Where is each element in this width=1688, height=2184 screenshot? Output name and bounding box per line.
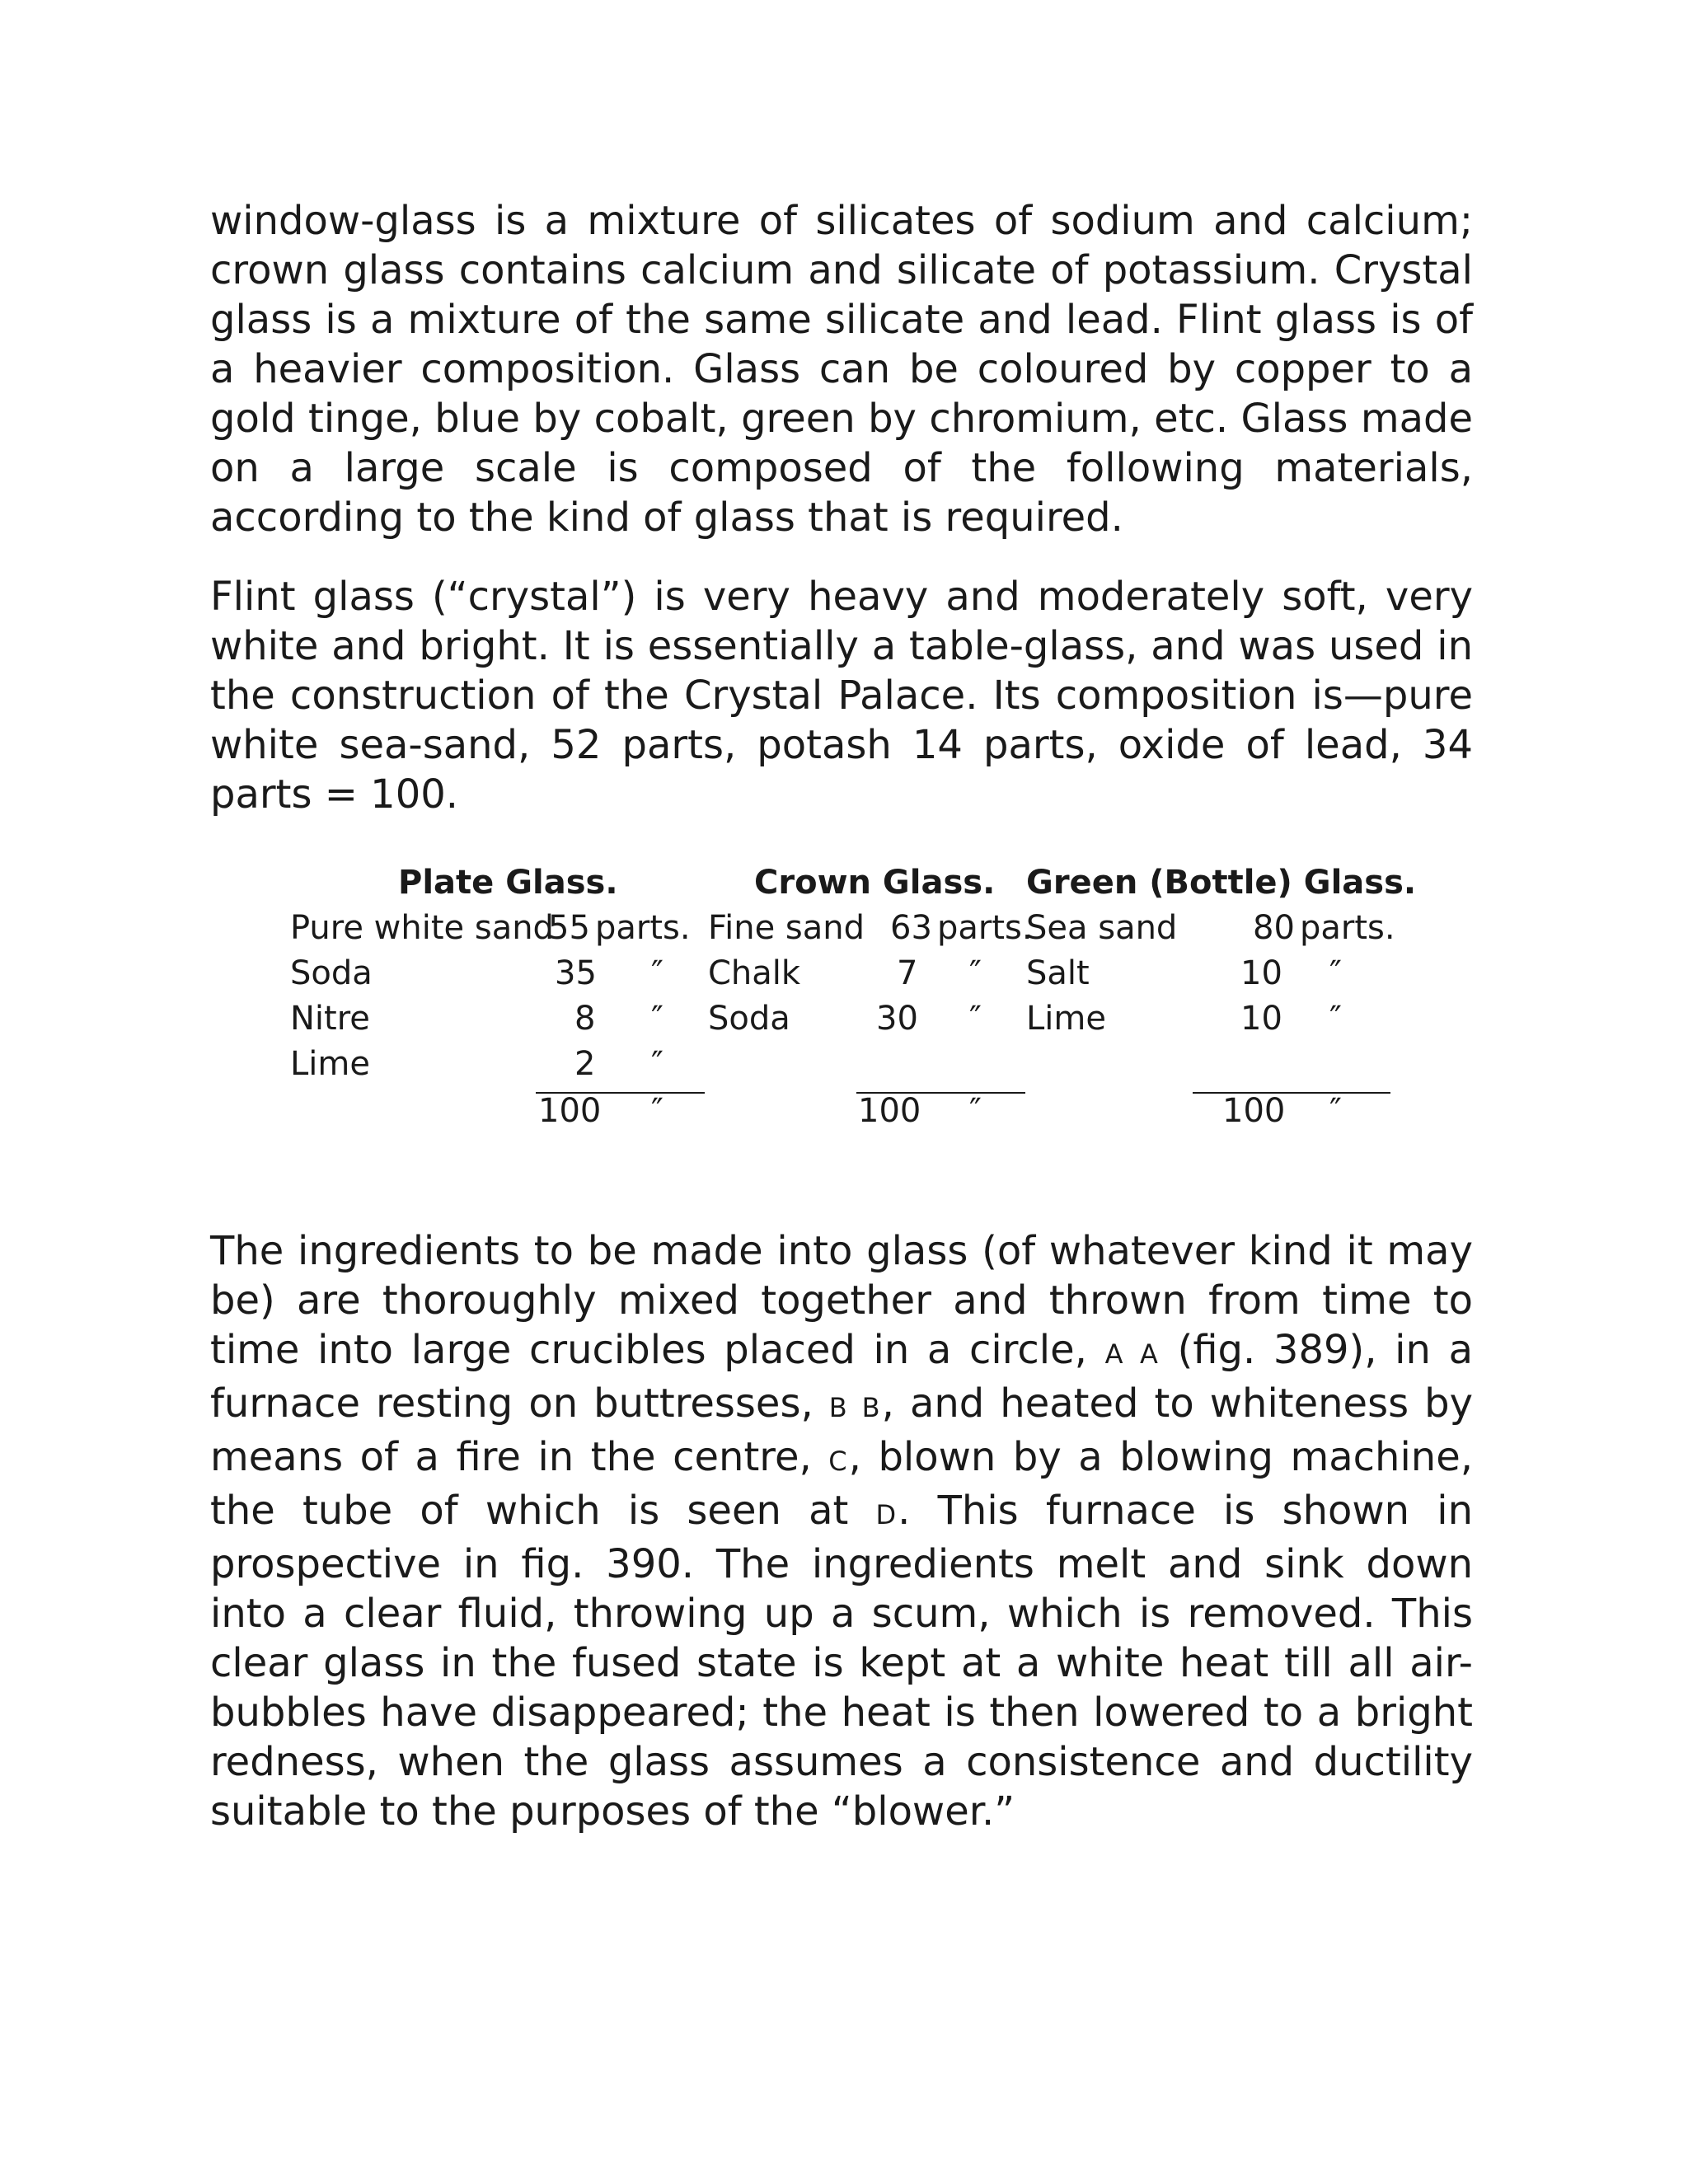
plate-row-1-name: Pure white sand (290, 909, 554, 947)
plate-row-4-name: Lime (290, 1045, 370, 1083)
centre-label: C (828, 1446, 849, 1477)
plate-row-3-name: Nitre (290, 1000, 370, 1038)
paragraph-flint-glass: Flint glass (“crystal”) is very heavy and moderately soft, very white and bright. It is essentially a table-glass, and was used in the construction of the Crystal Palace. Its composition is—pure white sea-sand, 52 parts, potash 14 parts, oxide of lead, 34 parts = 100. (210, 574, 1473, 818)
table-heading-green-bottle-glass: Green (Bottle) Glass. (1026, 864, 1417, 902)
crown-row-3-qty: 30 (876, 1000, 918, 1038)
table-heading-plate-glass: Plate Glass. (398, 864, 618, 902)
paragraph-glass-making-process (210, 1226, 1473, 1836)
green-row-3-name: Lime (1026, 1000, 1106, 1038)
buttresses-label: B B (828, 1392, 882, 1423)
plate-total-qty: 100 (538, 1092, 602, 1130)
plate-row-3-qty: 8 (574, 1000, 596, 1038)
plate-total-unit: ″ (651, 1092, 663, 1130)
plate-row-3-unit: ″ (651, 1000, 663, 1038)
process-text-3: , and heated to whiteness by means of a fire in the centre, (210, 1380, 1474, 1480)
process-text-2: (fig. 389), in a furnace resting on buttresses, (210, 1327, 1474, 1427)
table-heading-crown-glass: Crown Glass. (754, 864, 996, 902)
tube-label: D (875, 1499, 898, 1530)
plate-row-2-qty: 35 (555, 954, 597, 992)
green-total-qty: 100 (1222, 1092, 1286, 1130)
process-text-1: The ingredients to be made into glass (of whatever kind it may be) are thoroughly mixed together and thrown from time to time into large crucibles placed in a circle, (210, 1228, 1473, 1373)
crown-row-2-name: Chalk (708, 954, 801, 992)
crucibles-label: A A (1104, 1338, 1160, 1370)
crown-row-3-name: Soda (708, 1000, 790, 1038)
crown-row-3-unit: ″ (969, 1000, 982, 1038)
crown-row-1-qty: 63 (890, 909, 932, 947)
green-row-1-unit: parts. (1300, 909, 1395, 947)
plate-row-2-unit: ″ (651, 954, 663, 992)
green-row-1-name: Sea sand (1026, 909, 1178, 947)
crown-total-unit: ″ (969, 1092, 982, 1130)
document-page (210, 196, 1473, 1836)
plate-row-4-qty: 2 (574, 1045, 596, 1083)
green-row-2-name: Salt (1026, 954, 1090, 992)
crown-row-1-name: Fine sand (708, 909, 865, 947)
green-total-unit: ″ (1329, 1092, 1342, 1130)
green-row-1-qty: 80 (1253, 909, 1295, 947)
green-row-2-qty: 10 (1240, 954, 1282, 992)
paragraph-glass-composition: window-glass is a mixture of silicates of sodium and calcium; crown glass contains calcium and silicate of potassium. Crystal glass is a mixture of the same silicate and lead. Flint glass is of a heavier composition. Glass can be coloured by copper to a gold tinge, blue by cobalt, green by chromium, etc. Glass made on a large scale is composed of the following materials, according to the kind of glass that is required. (210, 198, 1473, 541)
green-row-3-unit: ″ (1329, 1000, 1342, 1038)
glass-composition-table (210, 860, 1473, 1190)
process-text-5: . This furnace is shown in prospective in fig. 390. The ingredients melt and sink down into a clear fluid, throwing up a scum, which is removed. This clear glass in the fused state is kept at a white heat till all air-bubbles have disappeared; the heat is then lowered to a bright redness, when the glass assumes a consistence and ductility suitable to the purposes of the “blower.” (210, 1488, 1473, 1835)
crown-row-1-unit: parts. (937, 909, 1033, 947)
plate-row-2-name: Soda (290, 954, 373, 992)
plate-row-1-unit: parts. (595, 909, 691, 947)
green-row-3-qty: 10 (1240, 1000, 1282, 1038)
crown-row-2-qty: 7 (897, 954, 918, 992)
green-row-2-unit: ″ (1329, 954, 1342, 992)
plate-row-4-unit: ″ (651, 1045, 663, 1083)
crown-total-qty: 100 (858, 1092, 921, 1130)
crown-row-2-unit: ″ (969, 954, 982, 992)
plate-row-1-qty: 55 (548, 909, 590, 947)
process-text-4: , blown by a blowing machine, the tube of which is seen at (210, 1434, 1473, 1534)
